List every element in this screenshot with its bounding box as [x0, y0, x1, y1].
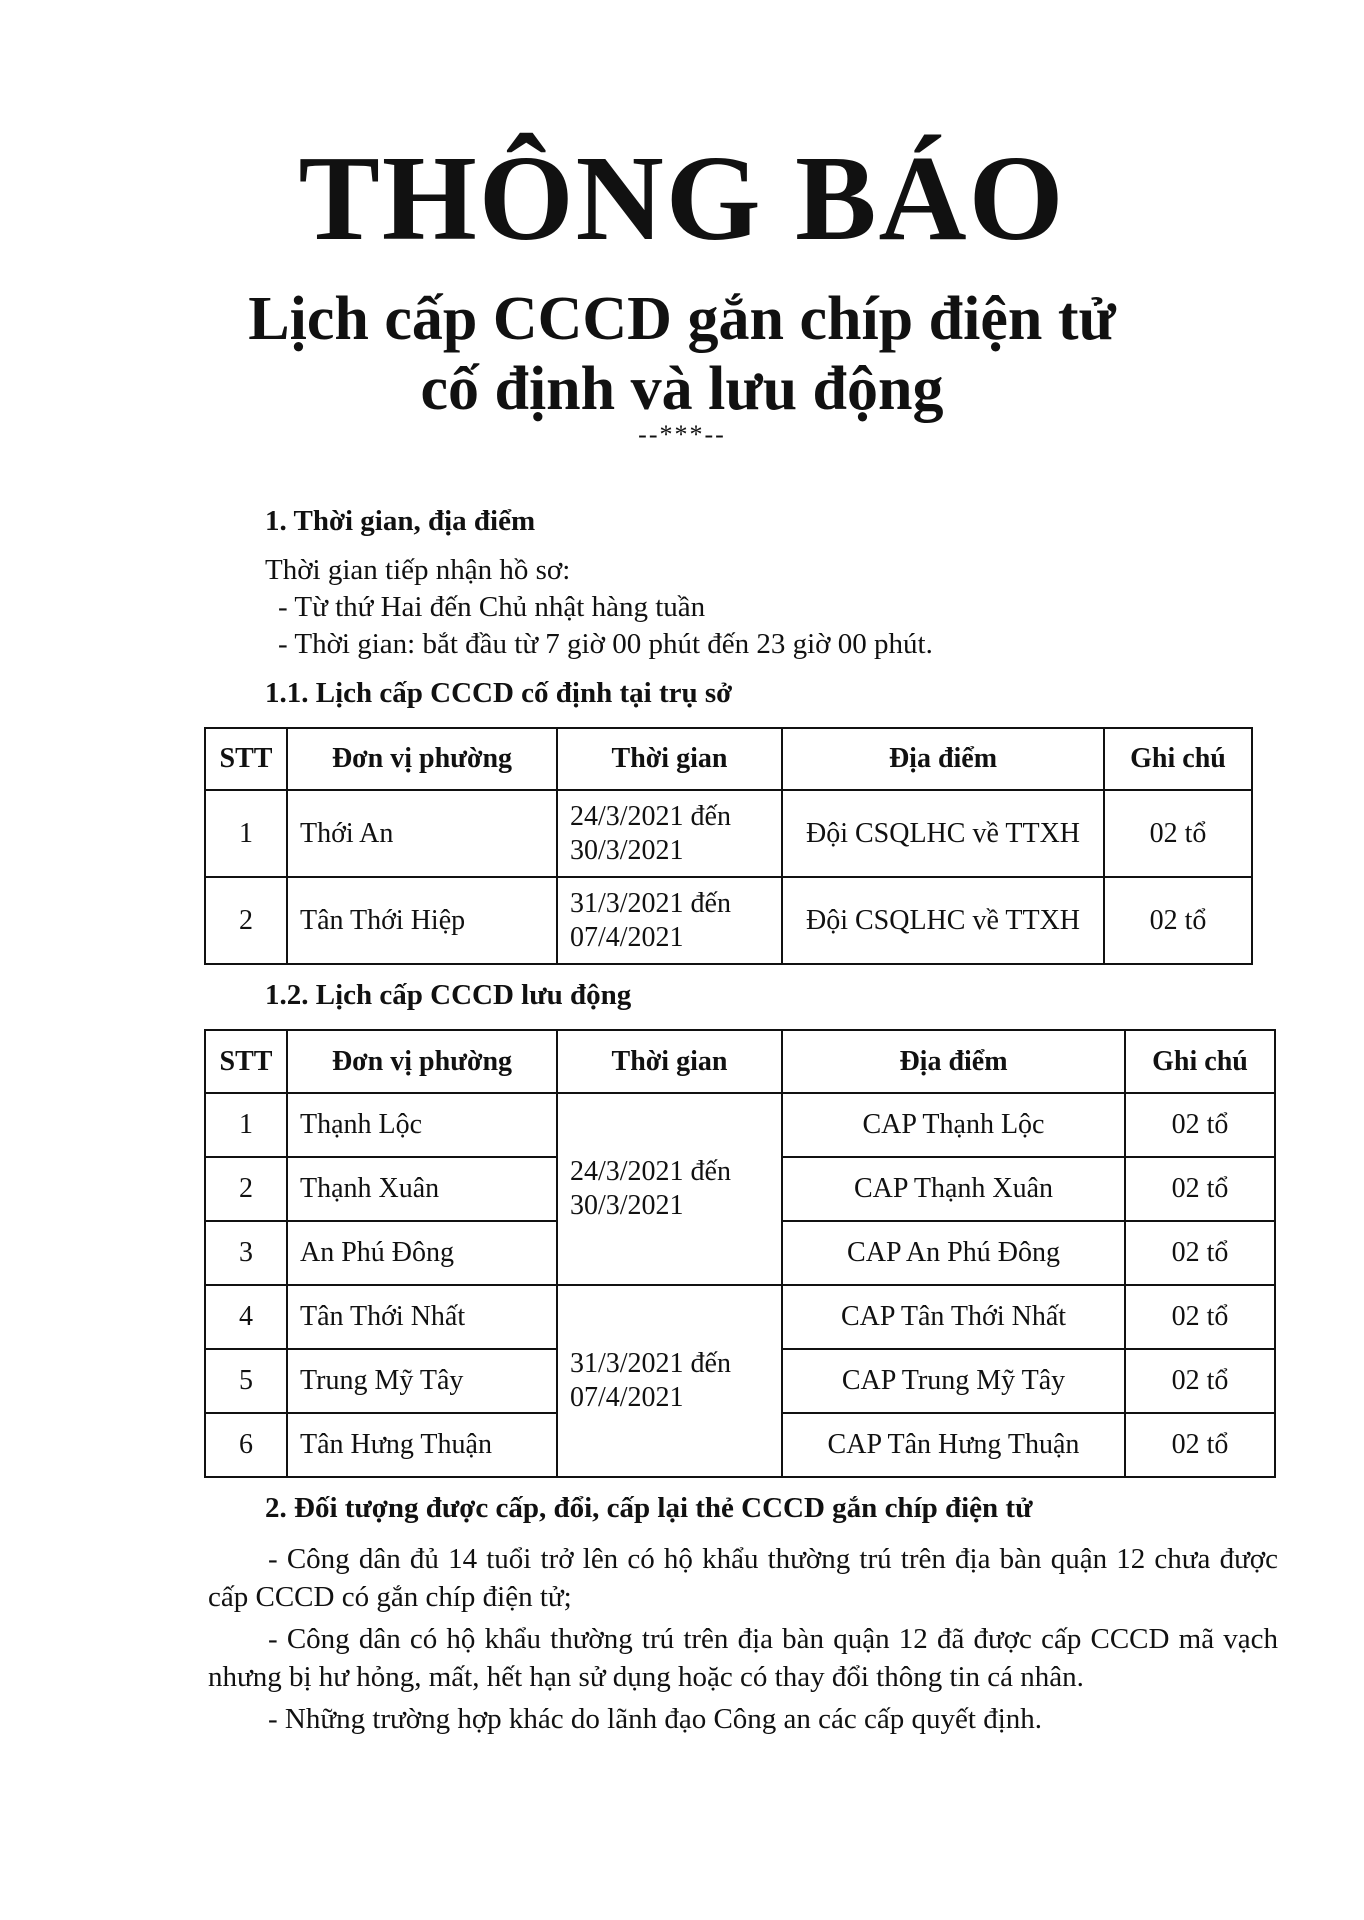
- cell-time-period-1: 24/3/2021 đến 30/3/2021: [557, 1093, 782, 1285]
- section-1-bullet: - Từ thứ Hai đến Chủ nhật hàng tuần: [278, 591, 706, 623]
- section-1-bullet: - Thời gian: bắt đầu từ 7 giờ 00 phút đến 23 giờ 00 phút.: [278, 628, 933, 660]
- cell-stt: 5: [205, 1349, 287, 1413]
- table-row: [205, 1285, 1275, 1349]
- table-header-row: [205, 1030, 1275, 1093]
- table-row: [205, 790, 1252, 877]
- cell-time-period-2: 31/3/2021 đến 07/4/2021: [557, 1285, 782, 1477]
- header-ward: Đơn vị phường: [287, 1030, 557, 1093]
- cell-time: 24/3/2021 đến 30/3/2021: [557, 790, 782, 877]
- section-2-paragraph: - Công dân đủ 14 tuổi trở lên có hộ khẩu thường trú trên địa bàn quận 12 chưa được cấp CCCD có gắn chíp điện tử;: [208, 1543, 1278, 1613]
- mobile-schedule-table: [204, 1029, 1276, 1478]
- cell-location: CAP Tân Hưng Thuận: [782, 1413, 1125, 1477]
- subtitle-line-2: cố định và lưu động: [420, 355, 944, 423]
- separator: --***--: [638, 420, 726, 449]
- cell-stt: 6: [205, 1413, 287, 1477]
- section-2-paragraph: - Công dân có hộ khẩu thường trú trên địa bàn quận 12 đã được cấp CCCD mã vạch nhưng bị hư hỏng, mất, hết hạn sử dụng hoặc có thay đổi thông tin cá nhân.: [208, 1623, 1278, 1693]
- cell-stt: 2: [205, 1157, 287, 1221]
- section-1-2-heading: 1.2. Lịch cấp CCCD lưu động: [265, 979, 632, 1011]
- header-stt: STT: [205, 1030, 287, 1093]
- table-header-row: [205, 728, 1252, 790]
- cell-note: 02 tổ: [1125, 1157, 1275, 1221]
- cell-note: 02 tổ: [1104, 790, 1252, 877]
- cell-ward: Thạnh Xuân: [287, 1157, 557, 1221]
- section-1-heading: 1. Thời gian, địa điểm: [265, 505, 536, 537]
- section-2-heading: 2. Đối tượng được cấp, đổi, cấp lại thẻ CCCD gắn chíp điện tử: [265, 1492, 1033, 1524]
- cell-note: 02 tổ: [1125, 1413, 1275, 1477]
- subtitle-line-1: Lịch cấp CCCD gắn chíp điện tử: [248, 285, 1116, 353]
- header-note: Ghi chú: [1125, 1030, 1275, 1093]
- cell-location: CAP Tân Thới Nhất: [782, 1285, 1125, 1349]
- cell-stt: 4: [205, 1285, 287, 1349]
- cell-note: 02 tổ: [1125, 1285, 1275, 1349]
- cell-note: 02 tổ: [1104, 877, 1252, 964]
- cell-location: CAP An Phú Đông: [782, 1221, 1125, 1285]
- cell-ward: Tân Thới Nhất: [287, 1285, 557, 1349]
- cell-stt: 3: [205, 1221, 287, 1285]
- document-title: THÔNG BÁO: [298, 131, 1066, 266]
- cell-ward: Thới An: [287, 790, 557, 877]
- cell-location: CAP Trung Mỹ Tây: [782, 1349, 1125, 1413]
- section-1-1-heading: 1.1. Lịch cấp CCCD cố định tại trụ sở: [265, 677, 733, 709]
- cell-location: Đội CSQLHC về TTXH: [782, 790, 1104, 877]
- cell-location: Đội CSQLHC về TTXH: [782, 877, 1104, 964]
- header-time: Thời gian: [557, 728, 782, 790]
- cell-stt: 2: [205, 877, 287, 964]
- table-row: [205, 1093, 1275, 1157]
- fixed-schedule-table: [204, 727, 1253, 965]
- cell-time: 31/3/2021 đến 07/4/2021: [557, 877, 782, 964]
- header-time: Thời gian: [557, 1030, 782, 1093]
- cell-ward: Trung Mỹ Tây: [287, 1349, 557, 1413]
- header-stt: STT: [205, 728, 287, 790]
- cell-location: CAP Thạnh Lộc: [782, 1093, 1125, 1157]
- cell-note: 02 tổ: [1125, 1349, 1275, 1413]
- cell-ward: An Phú Đông: [287, 1221, 557, 1285]
- cell-stt: 1: [205, 790, 287, 877]
- header-location: Địa điểm: [782, 1030, 1125, 1093]
- table-row: [205, 877, 1252, 964]
- cell-location: CAP Thạnh Xuân: [782, 1157, 1125, 1221]
- cell-ward: Tân Thới Hiệp: [287, 877, 557, 964]
- header-note: Ghi chú: [1104, 728, 1252, 790]
- cell-note: 02 tổ: [1125, 1221, 1275, 1285]
- cell-note: 02 tổ: [1125, 1093, 1275, 1157]
- cell-ward: Tân Hưng Thuận: [287, 1413, 557, 1477]
- cell-stt: 1: [205, 1093, 287, 1157]
- header-ward: Đơn vị phường: [287, 728, 557, 790]
- cell-ward: Thạnh Lộc: [287, 1093, 557, 1157]
- section-1-intro: Thời gian tiếp nhận hồ sơ:: [265, 554, 571, 586]
- header-location: Địa điểm: [782, 728, 1104, 790]
- section-2-paragraph: - Những trường hợp khác do lãnh đạo Công an các cấp quyết định.: [268, 1703, 1043, 1735]
